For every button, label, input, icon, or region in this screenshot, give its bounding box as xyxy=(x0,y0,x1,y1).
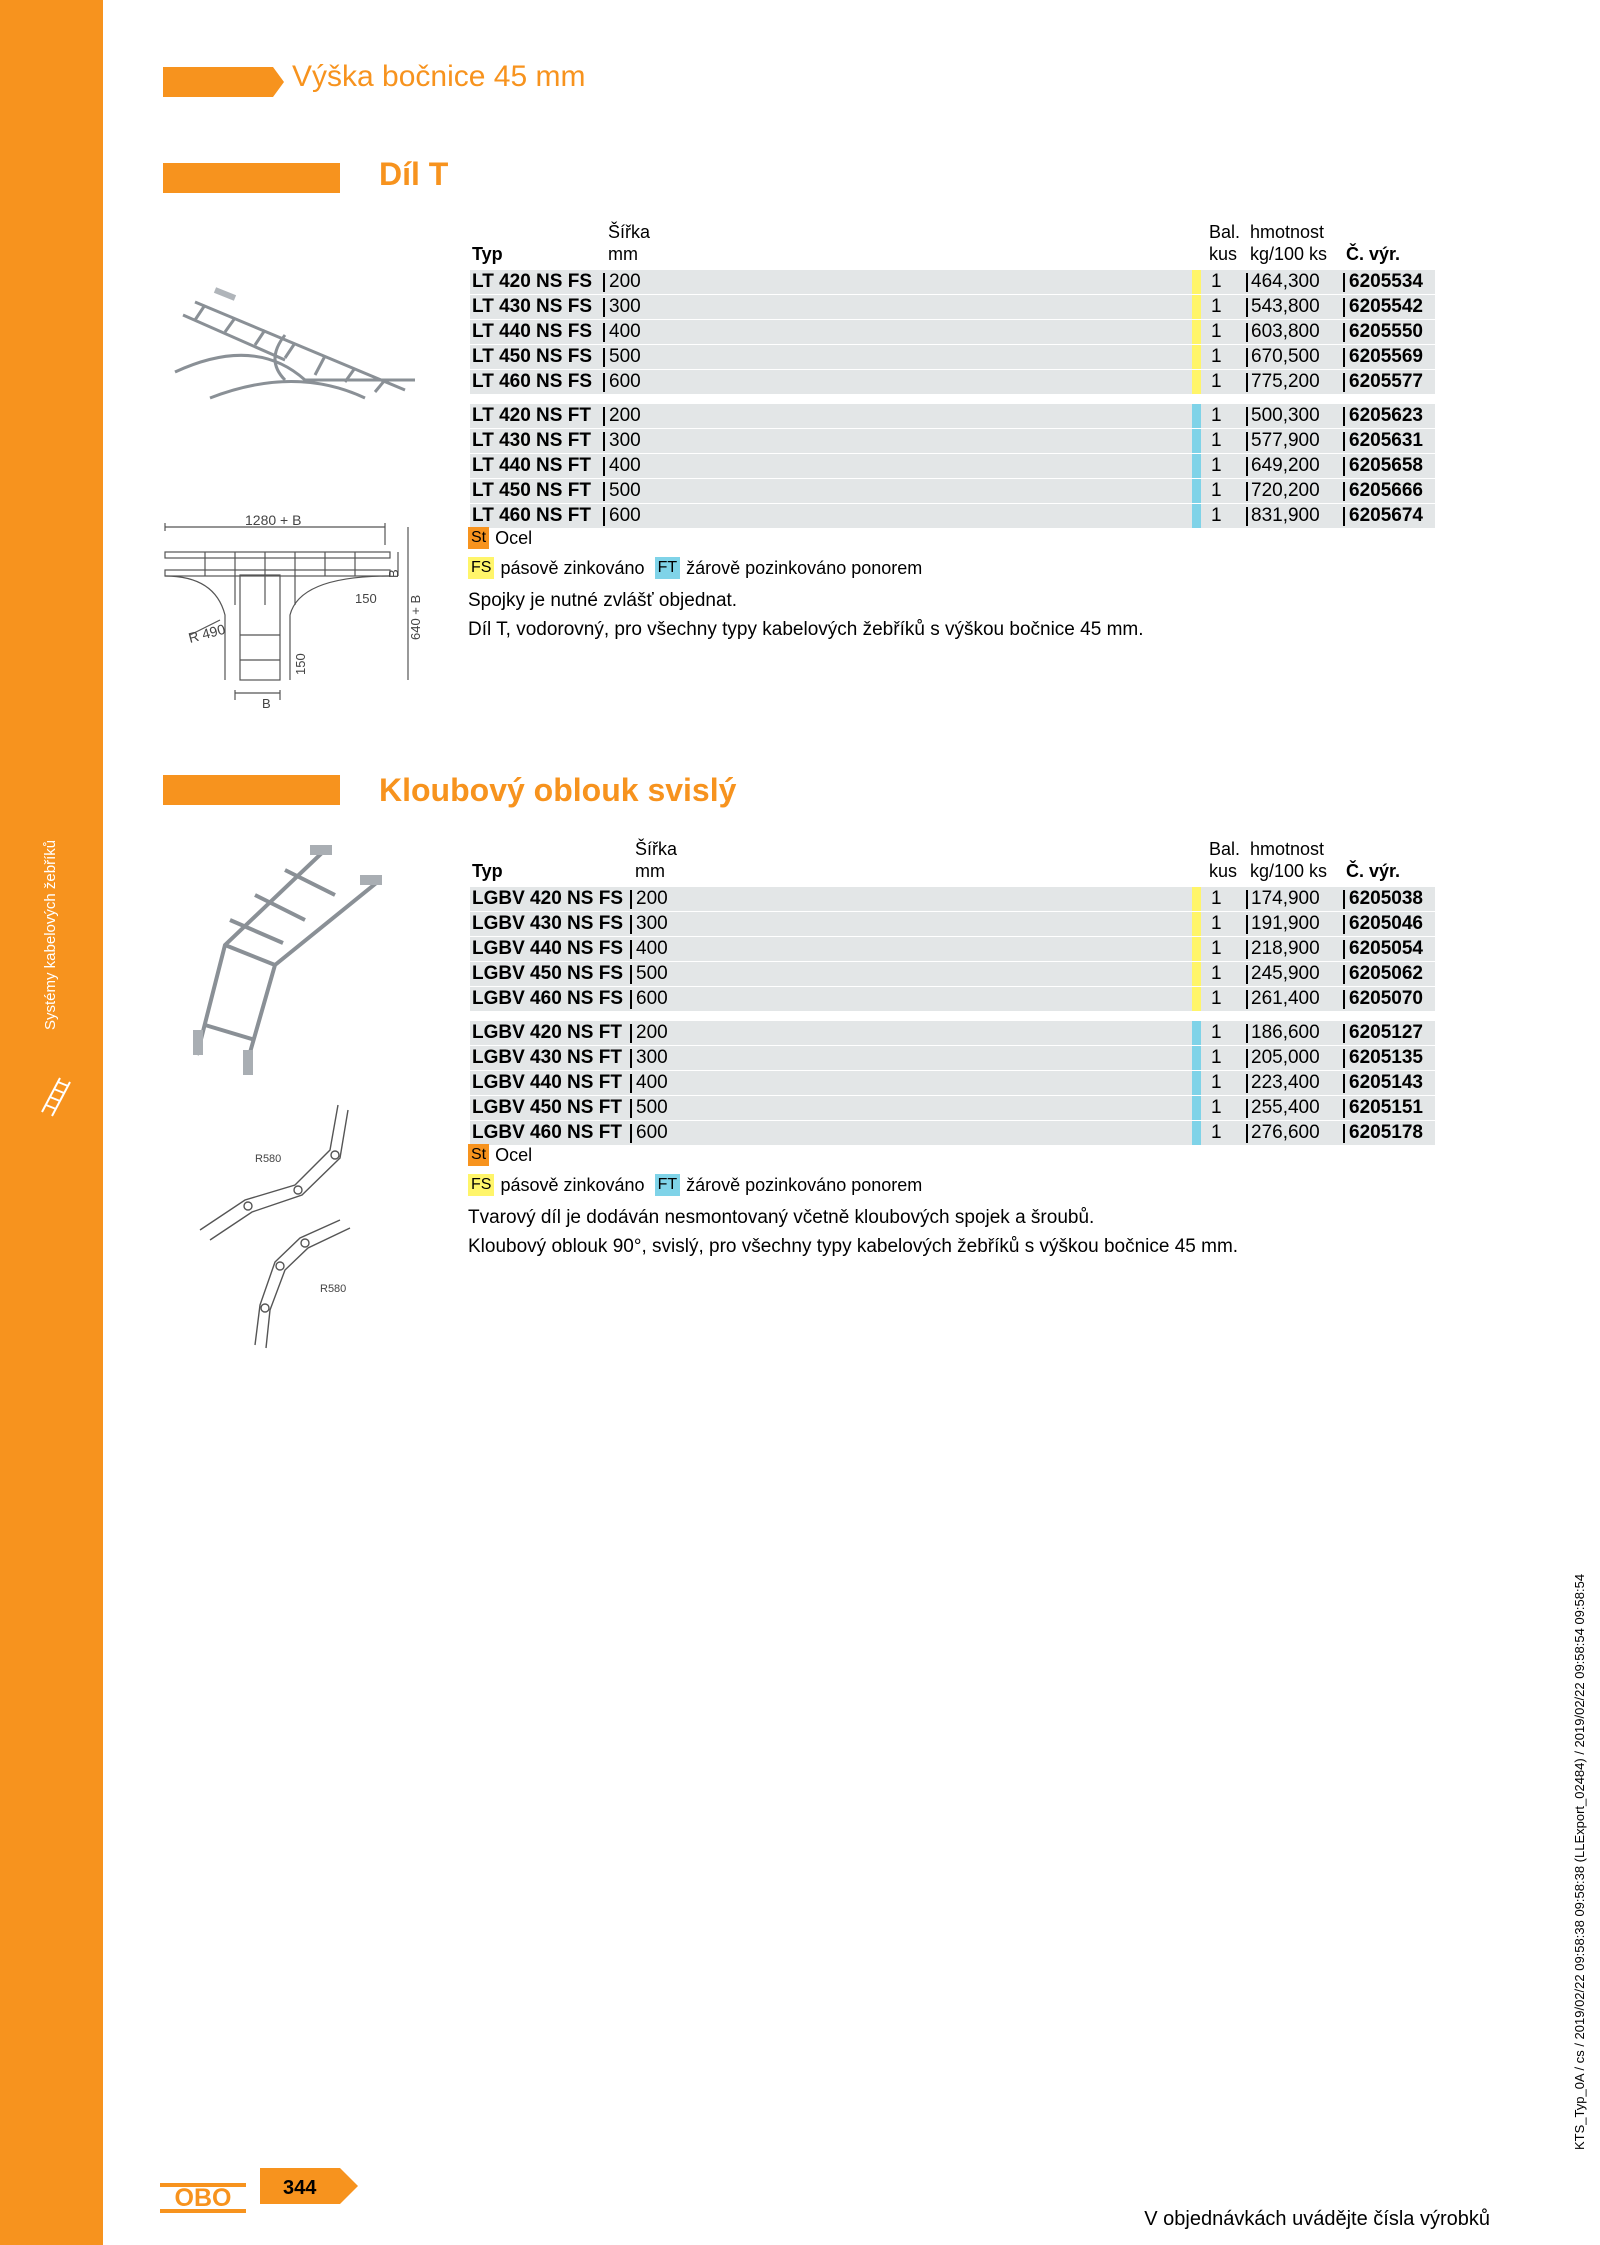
cell-pack: 1 xyxy=(1211,888,1222,909)
finish-mark xyxy=(1192,404,1201,428)
finish-mark xyxy=(1192,370,1201,394)
table-row xyxy=(470,370,1435,394)
sidebar-label: Systémy kabelových žebříků xyxy=(42,839,59,1030)
cell-pack: 1 xyxy=(1211,1047,1222,1068)
cell-pack: 1 xyxy=(1211,371,1222,392)
cell-typ: LGBV 420 NS FT xyxy=(472,1022,622,1043)
cell-typ: LT 450 NS FT xyxy=(472,480,591,501)
cell-typ: LGBV 450 NS FS xyxy=(472,963,623,984)
header-arrow xyxy=(273,67,284,97)
legend-material xyxy=(468,527,532,549)
cell-weight: 218,900 xyxy=(1251,938,1320,959)
cell-pack: 1 xyxy=(1211,430,1222,451)
cell-width: 200 xyxy=(636,1022,668,1043)
cell-width: 300 xyxy=(609,430,641,451)
legend-finish xyxy=(468,1174,922,1196)
cell-width: 600 xyxy=(609,505,641,526)
cell-weight: 255,400 xyxy=(1251,1097,1320,1118)
col-typ: Typ xyxy=(472,244,503,264)
product-table xyxy=(470,887,1435,1146)
cell-weight: 191,900 xyxy=(1251,913,1320,934)
header-bar xyxy=(163,67,273,97)
cell-code: 6205054 xyxy=(1349,938,1423,959)
finish-mark xyxy=(1192,320,1201,344)
cell-weight: 577,900 xyxy=(1251,430,1320,451)
articulated-bend-drawing xyxy=(190,1100,390,1360)
section-bar xyxy=(163,163,340,193)
dim-r2: R580 xyxy=(320,1283,347,1295)
cell-pack: 1 xyxy=(1211,913,1222,934)
legend-ft-label: žárově pozinkováno ponorem xyxy=(686,558,923,578)
t-piece-drawing xyxy=(150,515,440,710)
table-row xyxy=(470,270,1435,294)
dim-top: 1280 + B xyxy=(245,515,302,528)
cell-pack: 1 xyxy=(1211,988,1222,1009)
badge-fs: FS xyxy=(468,1174,494,1196)
finish-mark xyxy=(1192,1046,1201,1070)
cell-pack: 1 xyxy=(1211,505,1222,526)
finish-mark xyxy=(1192,429,1201,453)
obo-logo xyxy=(160,2183,246,2213)
finish-mark xyxy=(1192,962,1201,986)
cell-weight: 464,300 xyxy=(1251,271,1320,292)
cell-typ: LT 430 NS FT xyxy=(472,430,591,451)
legend-st-label: Ocel xyxy=(495,528,533,548)
cell-weight: 174,900 xyxy=(1251,888,1320,909)
cell-code: 6205046 xyxy=(1349,913,1423,934)
cell-weight: 205,000 xyxy=(1251,1047,1320,1068)
cell-weight: 649,200 xyxy=(1251,455,1320,476)
col-width-unit: mm xyxy=(635,861,665,881)
finish-mark xyxy=(1192,937,1201,961)
cell-weight: 775,200 xyxy=(1251,371,1320,392)
table-row xyxy=(470,987,1435,1011)
note: Tvarový díl je dodáván nesmontovaný včetně kloubových spojek a šroubů. xyxy=(468,1207,1095,1228)
cell-code: 6205674 xyxy=(1349,505,1423,526)
finish-mark xyxy=(1192,504,1201,528)
table-row xyxy=(470,479,1435,503)
cell-code: 6205569 xyxy=(1349,346,1423,367)
finish-mark xyxy=(1192,912,1201,936)
finish-mark xyxy=(1192,479,1201,503)
dim-h: 640 + B xyxy=(408,594,423,640)
cell-weight: 223,400 xyxy=(1251,1072,1320,1093)
table-row xyxy=(470,454,1435,478)
page-number: 344 xyxy=(283,2177,317,2199)
cell-pack: 1 xyxy=(1211,480,1222,501)
col-pack-top: Bal. xyxy=(1209,839,1241,859)
cell-code: 6205178 xyxy=(1349,1122,1423,1143)
badge-ft: FT xyxy=(655,1174,681,1196)
cell-code: 6205038 xyxy=(1349,888,1423,909)
cell-width: 400 xyxy=(636,938,668,959)
footer-note: V objednávkách uvádějte čísla výrobků xyxy=(1144,2208,1490,2230)
t-piece-product-image xyxy=(165,280,435,415)
cell-typ: LGBV 460 NS FT xyxy=(472,1122,622,1143)
cell-typ: LGBV 460 NS FS xyxy=(472,988,623,1009)
cell-code: 6205666 xyxy=(1349,480,1423,501)
cable-ladder-icon xyxy=(38,1072,74,1118)
cell-weight: 670,500 xyxy=(1251,346,1320,367)
note: Spojky je nutné zvlášť objednat. xyxy=(468,590,738,611)
finish-mark xyxy=(1192,345,1201,369)
table-row xyxy=(470,1021,1435,1045)
page-title: Výška bočnice 45 mm xyxy=(292,60,586,93)
cell-code: 6205070 xyxy=(1349,988,1423,1009)
cell-width: 200 xyxy=(609,405,641,426)
legend-material xyxy=(468,1144,532,1166)
col-code: Č. výr. xyxy=(1346,861,1401,881)
col-width-top: Šířka xyxy=(608,222,651,242)
badge-st: St xyxy=(468,527,489,549)
legend-st-label: Ocel xyxy=(495,1145,533,1165)
note: Kloubový oblouk 90°, svislý, pro všechny typy kabelových žebříků s výškou bočnice 45 mm. xyxy=(468,1236,1239,1257)
cell-code: 6205631 xyxy=(1349,430,1423,451)
cell-pack: 1 xyxy=(1211,296,1222,317)
cell-code: 6205135 xyxy=(1349,1047,1423,1068)
cell-width: 400 xyxy=(636,1072,668,1093)
finish-mark xyxy=(1192,1121,1201,1145)
cell-width: 200 xyxy=(636,888,668,909)
cell-width: 500 xyxy=(609,480,641,501)
cell-weight: 603,800 xyxy=(1251,321,1320,342)
cell-pack: 1 xyxy=(1211,1072,1222,1093)
section-title: Kloubový oblouk svislý xyxy=(379,772,737,808)
cell-typ: LGBV 430 NS FT xyxy=(472,1047,622,1068)
cell-code: 6205151 xyxy=(1349,1097,1423,1118)
cell-typ: LT 430 NS FS xyxy=(472,296,593,317)
cell-width: 300 xyxy=(636,1047,668,1068)
cell-pack: 1 xyxy=(1211,271,1222,292)
cell-typ: LGBV 430 NS FS xyxy=(472,913,623,934)
badge-ft: FT xyxy=(655,557,681,579)
col-pack-top: Bal. xyxy=(1209,222,1241,242)
col-pack-unit: kus xyxy=(1209,244,1238,264)
cell-pack: 1 xyxy=(1211,1022,1222,1043)
col-width-unit: mm xyxy=(608,244,638,264)
table-row xyxy=(470,1096,1435,1120)
cell-weight: 720,200 xyxy=(1251,480,1320,501)
cell-code: 6205577 xyxy=(1349,371,1423,392)
col-weight-top: hmotnost xyxy=(1250,222,1325,242)
table-row xyxy=(470,887,1435,911)
cell-pack: 1 xyxy=(1211,455,1222,476)
finish-mark xyxy=(1192,295,1201,319)
finish-mark xyxy=(1192,987,1201,1011)
cell-weight: 276,600 xyxy=(1251,1122,1320,1143)
table-row xyxy=(470,320,1435,344)
cell-typ: LT 440 NS FS xyxy=(472,321,593,342)
finish-mark xyxy=(1192,1096,1201,1120)
cell-weight: 261,400 xyxy=(1251,988,1320,1009)
export-stamp: KTS_Typ_0A / cs / 2019/02/22 09:58:38 09:58:38 (LLExport_02484) / 2019/02/22 09:58:54 09:58:54 xyxy=(1572,1573,1587,2150)
legend-ft-label: žárově pozinkováno ponorem xyxy=(686,1175,923,1195)
cell-code: 6205127 xyxy=(1349,1022,1423,1043)
legend-fs-label: pásově zinkováno xyxy=(500,558,645,578)
legend-fs-label: pásově zinkováno xyxy=(500,1175,645,1195)
dim-b-bottom: B xyxy=(262,696,271,710)
table-row xyxy=(470,295,1435,319)
cell-code: 6205623 xyxy=(1349,405,1423,426)
table-row xyxy=(470,1046,1435,1070)
product-table xyxy=(470,270,1435,529)
dim-150b: 150 xyxy=(293,653,308,675)
section-bar xyxy=(163,775,340,805)
col-width-top: Šířka xyxy=(635,839,678,859)
col-code: Č. výr. xyxy=(1346,244,1401,264)
cell-pack: 1 xyxy=(1211,1097,1222,1118)
finish-mark xyxy=(1192,887,1201,911)
cell-pack: 1 xyxy=(1211,963,1222,984)
cell-weight: 245,900 xyxy=(1251,963,1320,984)
cell-width: 600 xyxy=(609,371,641,392)
cell-width: 400 xyxy=(609,455,641,476)
table-row xyxy=(470,504,1435,528)
logo-text: OBO xyxy=(174,2184,232,2212)
dim-b-right: B xyxy=(386,569,401,578)
cell-width: 300 xyxy=(636,913,668,934)
col-typ: Typ xyxy=(472,861,503,881)
cell-width: 600 xyxy=(636,1122,668,1143)
cell-typ: LT 440 NS FT xyxy=(472,455,591,476)
sidebar xyxy=(0,0,103,2245)
cell-typ: LT 450 NS FS xyxy=(472,346,593,367)
finish-mark xyxy=(1192,1071,1201,1095)
cell-width: 500 xyxy=(609,346,641,367)
cell-typ: LGBV 440 NS FT xyxy=(472,1072,622,1093)
cell-pack: 1 xyxy=(1211,405,1222,426)
cell-pack: 1 xyxy=(1211,321,1222,342)
cell-width: 600 xyxy=(636,988,668,1009)
articulated-bend-product-image xyxy=(185,825,385,1080)
badge-st: St xyxy=(468,1144,489,1166)
cell-typ: LGBV 450 NS FT xyxy=(472,1097,622,1118)
cell-typ: LGBV 440 NS FS xyxy=(472,938,623,959)
cell-code: 6205550 xyxy=(1349,321,1423,342)
cell-width: 300 xyxy=(609,296,641,317)
note: Díl T, vodorovný, pro všechny typy kabelových žebříků s výškou bočnice 45 mm. xyxy=(468,619,1144,640)
col-pack-unit: kus xyxy=(1209,861,1238,881)
col-weight-unit: kg/100 ks xyxy=(1250,861,1328,881)
table-row xyxy=(470,937,1435,961)
cell-pack: 1 xyxy=(1211,1122,1222,1143)
cell-weight: 500,300 xyxy=(1251,405,1320,426)
cell-width: 400 xyxy=(609,321,641,342)
table-row xyxy=(470,962,1435,986)
cell-typ: LGBV 420 NS FS xyxy=(472,888,623,909)
cell-pack: 1 xyxy=(1211,938,1222,959)
cell-code: 6205542 xyxy=(1349,296,1423,317)
col-weight-unit: kg/100 ks xyxy=(1250,244,1328,264)
cell-weight: 186,600 xyxy=(1251,1022,1320,1043)
finish-mark xyxy=(1192,454,1201,478)
table-row xyxy=(470,429,1435,453)
cell-weight: 543,800 xyxy=(1251,296,1320,317)
cell-code: 6205143 xyxy=(1349,1072,1423,1093)
dim-radius: R 490 xyxy=(186,620,227,646)
cell-code: 6205062 xyxy=(1349,963,1423,984)
cell-code: 6205658 xyxy=(1349,455,1423,476)
cell-typ: LT 460 NS FS xyxy=(472,371,593,392)
finish-mark xyxy=(1192,270,1201,294)
table-row xyxy=(470,404,1435,428)
dim-r1: R580 xyxy=(255,1153,282,1165)
cell-width: 500 xyxy=(636,1097,668,1118)
badge-fs: FS xyxy=(468,557,494,579)
cell-typ: LT 420 NS FT xyxy=(472,405,591,426)
table-row xyxy=(470,912,1435,936)
cell-width: 500 xyxy=(636,963,668,984)
table-row xyxy=(470,1071,1435,1095)
legend-finish xyxy=(468,557,922,579)
page-tab-arrow xyxy=(340,2168,358,2204)
section-title: Díl T xyxy=(379,156,449,192)
table-row xyxy=(470,345,1435,369)
cell-width: 200 xyxy=(609,271,641,292)
cell-pack: 1 xyxy=(1211,346,1222,367)
col-weight-top: hmotnost xyxy=(1250,839,1325,859)
cell-code: 6205534 xyxy=(1349,271,1423,292)
finish-mark xyxy=(1192,1021,1201,1045)
dim-150a: 150 xyxy=(355,591,377,606)
cell-weight: 831,900 xyxy=(1251,505,1320,526)
cell-typ: LT 420 NS FS xyxy=(472,271,593,292)
table-row xyxy=(470,1121,1435,1145)
cell-typ: LT 460 NS FT xyxy=(472,505,591,526)
